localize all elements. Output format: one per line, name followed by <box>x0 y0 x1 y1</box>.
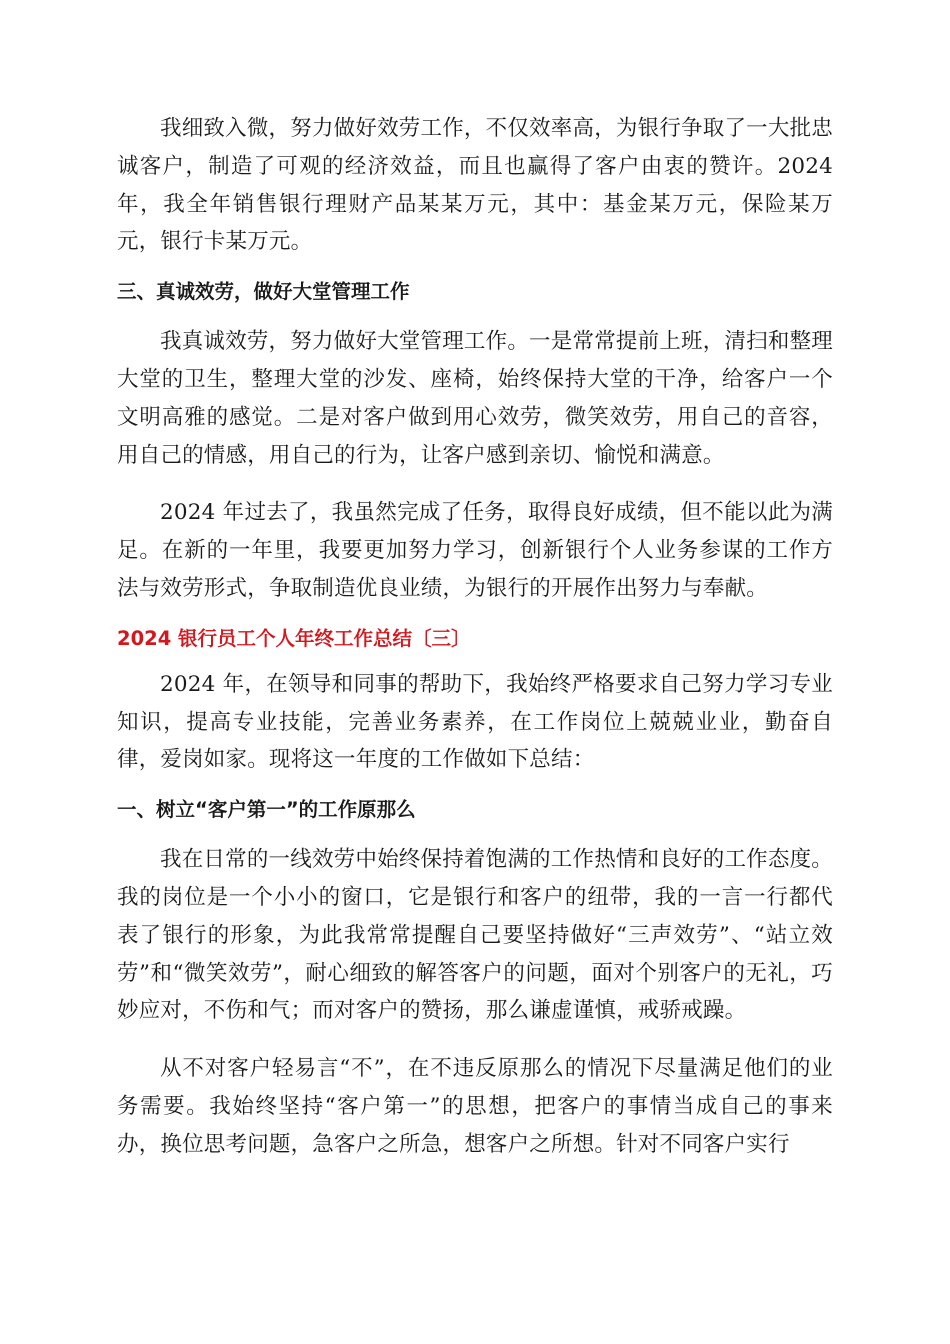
body-paragraph: 2024 年过去了，我虽然完成了任务，取得良好成绩，但不能以此为满足。在新的一年里，我要更加努力学习，创新银行个人业务参谋的工作方法与效劳形式，争取制造优良业绩，为银行的开展作出努力与奉献。 <box>117 500 833 601</box>
document-title: 2024 银行员工个人年终工作总结〔三〕 <box>117 626 471 650</box>
body-paragraph: 2024 年，在领导和同事的帮助下，我始终严格要求自己努力学习专业知识，提高专业技能，完善业务素养，在工作岗位上兢兢业业，勤奋自律，爱岗如家。现将这一年度的工作做如下总结： <box>117 671 833 773</box>
body-paragraph: 我细致入微，努力做好效劳工作，不仅效率高，为银行争取了一大批忠诚客户，制造了可观的经济效益，而且也赢得了客户由衷的赞许。2024年，我全年销售银行理财产品某某万元，其中：基金某万元，保险某万元，银行卡某万元。 <box>117 116 833 255</box>
section-heading: 三、真诚效劳，做好大堂管理工作 <box>117 280 410 304</box>
body-paragraph: 我真诚效劳，努力做好大堂管理工作。一是常常提前上班，清扫和整理大堂的卫生，整理大堂的沙发、座椅，始终保持大堂的干净，给客户一个文明高雅的感觉。二是对客户做到用心效劳，微笑效劳，用自己的音容，用自己的情感，用自己的行为，让客户感到亲切、愉悦和满意。 <box>117 329 833 468</box>
body-paragraph: 我在日常的一线效劳中始终保持着饱满的工作热情和良好的工作态度。我的岗位是一个小小的窗口，它是银行和客户的纽带，我的一言一行都代表了银行的形象，为此我常常提醒自己要坚持做好“三声效劳”、“站立效劳”和“微笑效劳”，耐心细致的解答客户的问题，面对个别客户的无礼，巧妙应对，不伤和气；而对客户的赞扬，那么谦虚谨慎，戒骄戒躁。 <box>117 847 833 1024</box>
section-heading: 一、树立“客户第一”的工作原那么 <box>117 798 416 822</box>
body-paragraph: 从不对客户轻易言“不”，在不违反原那么的情况下尽量满足他们的业务需要。我始终坚持“客户第一”的思想，把客户的事情当成自己的事来办，换位思考问题，急客户之所急，想客户之所想。针对不同客户实行 <box>117 1056 833 1157</box>
document-page <box>117 110 833 1164</box>
